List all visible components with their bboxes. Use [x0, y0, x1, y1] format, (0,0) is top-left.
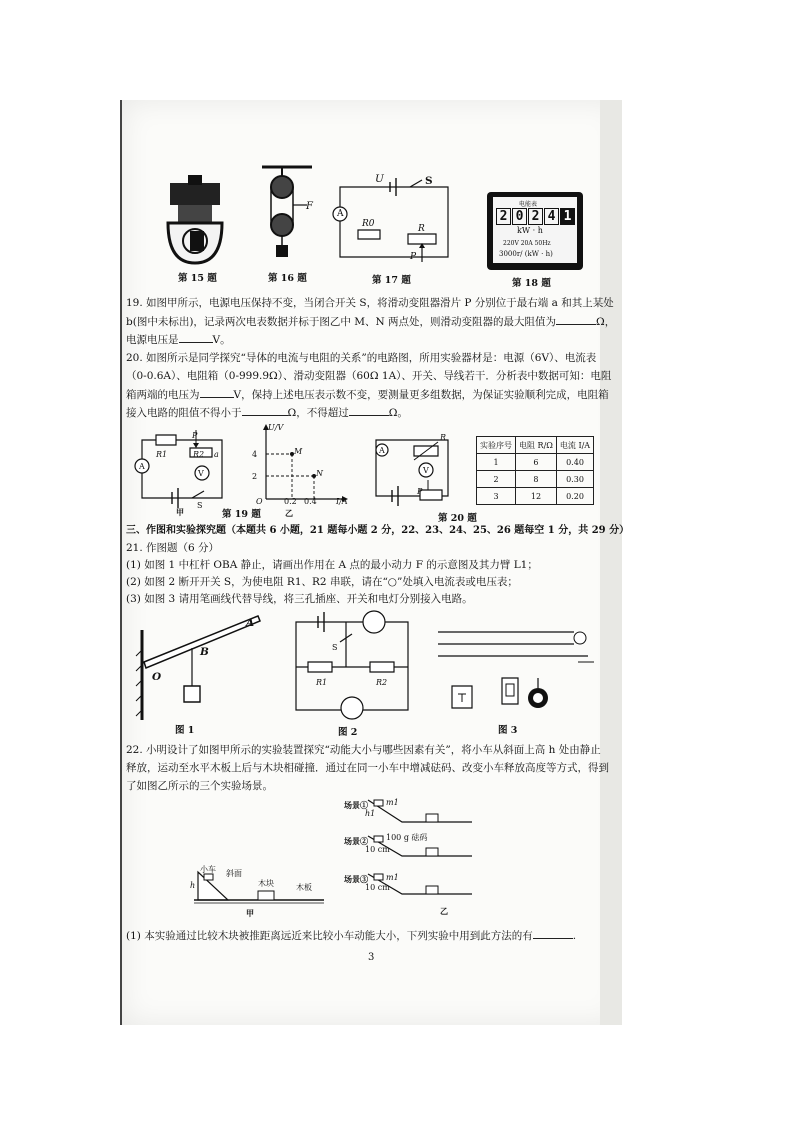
apparatus-caption: 甲	[246, 908, 254, 918]
graph-ylabel: U/V	[268, 423, 284, 432]
scene3-label: 场景③	[344, 874, 368, 884]
scene2-height: 10 cm	[365, 845, 390, 854]
fig20-label-ammeter: A	[379, 446, 385, 455]
fig21-1-label-b: B	[200, 646, 209, 658]
q20-answer-blank-2[interactable]	[242, 405, 288, 416]
fig21-2-label-r2: R2	[376, 678, 388, 687]
q19-line1: 19. 如图甲所示，电源电压保持不变，当闭合开关 S，将滑动变阻器滑片 P 分别位于最右端 a 和其上某处	[126, 297, 614, 309]
q20-line3b: V，保持上述电压表示数不变，要测量更多组数据，为保证实验顺利完成，电阻箱	[233, 389, 609, 401]
figure-20-caption: 第 20 题	[438, 513, 477, 524]
scene1-height: h1	[365, 809, 376, 818]
page-edge-shadow	[600, 100, 622, 1025]
q19-line3-text: 电源电压是	[126, 334, 179, 346]
meter-digit: 2	[496, 208, 511, 225]
meter-digit: 0	[512, 208, 527, 225]
figure-15-device	[160, 175, 230, 265]
graph-xlabel: I/A	[336, 497, 348, 506]
q20-line1: 20. 如图所示是同学探究“导体的电流与电阻的关系”的电路图，所用实验器材是：电源（6V）、电流表	[126, 352, 597, 364]
q22-line2: 释放，运动至水平木板上后与木块相碰撞．通过在同一小车中增减砝码、改变小车释放高度等方式，得到	[126, 762, 609, 774]
q19-line2-text: b(图中未标出)，记录两次电表数据并标于图乙中 M、N 两点处，则滑动变阻器的最大阻值为	[126, 316, 557, 328]
figure-18-meter	[487, 192, 583, 270]
graph-xtick-02: 0.2	[284, 497, 297, 506]
figure-21-2-caption: 图 2	[338, 727, 358, 738]
experiment-table	[476, 436, 594, 505]
table-header-row	[477, 437, 594, 454]
figure-17-caption: 第 17 题	[372, 275, 411, 286]
graph-point-n: N	[316, 469, 323, 478]
fig19-label-p: P	[192, 431, 198, 440]
q20-line4	[126, 405, 408, 421]
q20-line4b: Ω，不得超过	[287, 407, 349, 419]
apparatus-block: 木块	[258, 879, 274, 888]
graph-point-m: M	[294, 447, 303, 456]
fig20-label-p: P	[417, 487, 423, 496]
q20-answer-blank-1[interactable]	[200, 387, 234, 398]
table-row	[477, 454, 594, 471]
table-row	[477, 471, 594, 488]
figure-16-pulley	[262, 165, 317, 265]
figure-19-caption: 第 19 题	[222, 509, 261, 520]
scene2-label: 场景②	[344, 836, 368, 846]
q22-line3: 了如图乙所示的三个实验场景。	[126, 780, 273, 792]
table-cell: 12	[516, 488, 557, 505]
q21-part1: (1) 如图 1 中杠杆 OBA 静止，请画出作用在 A 点的最小动力 F 的示意图及其力臂 L1；	[126, 559, 538, 571]
meter-unit: kW · h	[517, 226, 543, 235]
fig19-label-voltmeter: V	[198, 469, 204, 478]
fig19-label-r1: R1	[156, 450, 168, 459]
q19-line2	[126, 314, 615, 330]
graph-xtick-04: 0.4	[304, 497, 317, 506]
apparatus-slope: 斜面	[226, 869, 242, 878]
q17-label-r: R	[418, 224, 425, 234]
fig21-1-label-o: O	[152, 671, 162, 683]
q20-line3a: 箱两端的电压为	[126, 389, 200, 401]
q21-part3: (3) 如图 3 请用笔画线代替导线，将三孔插座、开关和电灯分别接入电路。	[126, 593, 473, 605]
figure-18-caption: 第 18 题	[512, 278, 551, 289]
q20-line3	[126, 387, 609, 403]
q19-line3	[126, 332, 231, 348]
q19-answer-blank-2[interactable]	[179, 332, 213, 343]
q19-unit1: Ω，	[596, 316, 616, 328]
q20-answer-blank-3[interactable]	[349, 405, 389, 416]
scene1-label: 场景①	[344, 800, 368, 810]
fig22-label-yi: 乙	[440, 906, 448, 916]
q22-sub1	[126, 928, 576, 944]
fig19-label-ammeter: A	[139, 462, 145, 471]
q17-label-r0: R0	[362, 219, 375, 229]
table-cell: 6	[516, 454, 557, 471]
figure-21-2-circuit	[290, 612, 415, 720]
fig19-label-r2: R2	[193, 450, 205, 459]
table-cell: 2	[477, 471, 516, 488]
meter-digits	[496, 208, 575, 225]
q19-answer-blank-1[interactable]	[556, 314, 596, 325]
table-header: 实验序号	[477, 437, 516, 454]
apparatus-board: 木板	[296, 883, 312, 892]
q22-answer-blank-1[interactable]	[533, 928, 573, 939]
graph-label-yi: 乙	[285, 508, 293, 518]
q21-part2: (2) 如图 2 断开开关 S，为使电阻 R1、R2 串联，请在“○”处填入电流表或电压表；	[126, 576, 518, 588]
q20-line2: （0-0.6A）、电阻箱（0-999.9Ω）、滑动变阻器（60Ω 1A）、开关、导线若干．分析表中数据可知：电阻	[126, 370, 612, 382]
q17-label-s: S	[425, 175, 433, 187]
fig19-label-s: S	[197, 501, 203, 510]
page-number: 3	[368, 952, 375, 963]
q20-line4c: Ω。	[388, 407, 408, 419]
q20-line4a: 接入电路的阻值不得小于	[126, 407, 242, 419]
fig20-label-voltmeter: V	[423, 466, 429, 475]
figure-19-graph	[258, 424, 348, 509]
meter-digit: 1	[560, 208, 575, 225]
figure-19-circuit	[132, 428, 232, 508]
meter-digit: 2	[528, 208, 543, 225]
table-header: 电流 I/A	[556, 437, 593, 454]
table-cell: 0.20	[556, 488, 593, 505]
meter-digit: 4	[544, 208, 559, 225]
fig20-label-r: R	[440, 433, 447, 442]
table-header: 电阻 R/Ω	[516, 437, 557, 454]
q21-title: 21. 作图题（6 分）	[126, 542, 220, 554]
q17-label-u: U	[375, 173, 384, 185]
scene1-mass: m1	[386, 798, 399, 807]
scene3-height: 10 cm	[365, 883, 390, 892]
figure-21-1-lever	[134, 610, 264, 720]
q22-line1: 22. 小明设计了如图甲所示的实验装置探究“动能大小与哪些因素有关”，将小车从斜面上高 h 处由静止	[126, 744, 601, 756]
fig19-label-jia: 甲	[176, 507, 184, 517]
scene2-mass: 100 g 砝码	[386, 833, 428, 842]
fig21-1-label-a: A	[246, 617, 255, 629]
meter-title: 电能表	[519, 201, 538, 208]
figure-21-3-caption: 图 3	[498, 725, 518, 736]
table-row	[477, 488, 594, 505]
figure-15-caption: 第 15 题	[178, 273, 217, 284]
section3-heading: 三、作图和实验探究题（本题共 6 小题，21 题每小题 2 分，22、23、24、25、26 题每空 1 分，共 29 分）	[126, 525, 630, 536]
figure-21-1-caption: 图 1	[175, 725, 195, 736]
graph-ytick-2: 2	[252, 472, 258, 481]
fig19-label-a-end: a	[214, 450, 219, 459]
graph-ytick-4: 4	[252, 450, 258, 459]
figure-21-3-wiring	[438, 628, 598, 720]
figure-16-caption: 第 16 题	[268, 273, 307, 284]
table-cell: 0.30	[556, 471, 593, 488]
fig21-2-label-s: S	[332, 643, 338, 652]
graph-origin: O	[256, 497, 263, 506]
table-cell: 0.40	[556, 454, 593, 471]
q19-unit2: V。	[212, 334, 231, 346]
table-cell: 1	[477, 454, 516, 471]
figure-17-circuit	[330, 172, 455, 267]
q17-label-p: P	[410, 252, 417, 262]
q22-sub1-end: .	[572, 930, 577, 942]
meter-rating: 220V 20A 50Hz	[503, 240, 551, 247]
meter-constant: 3000r/ (kW · h)	[499, 250, 553, 258]
q22-sub1-text: (1) 本实验通过比较木块被推距离远近来比较小车动能大小，下列实验中用到此方法的有	[126, 930, 533, 942]
q17-label-a: A	[337, 209, 344, 219]
apparatus-h: h	[190, 881, 196, 890]
table-cell: 3	[477, 488, 516, 505]
fig21-2-label-r1: R1	[316, 678, 328, 687]
scene3-mass: m1	[386, 873, 399, 882]
table-cell: 8	[516, 471, 557, 488]
apparatus-car: 小车	[200, 865, 216, 874]
svg-text:F: F	[306, 201, 313, 212]
